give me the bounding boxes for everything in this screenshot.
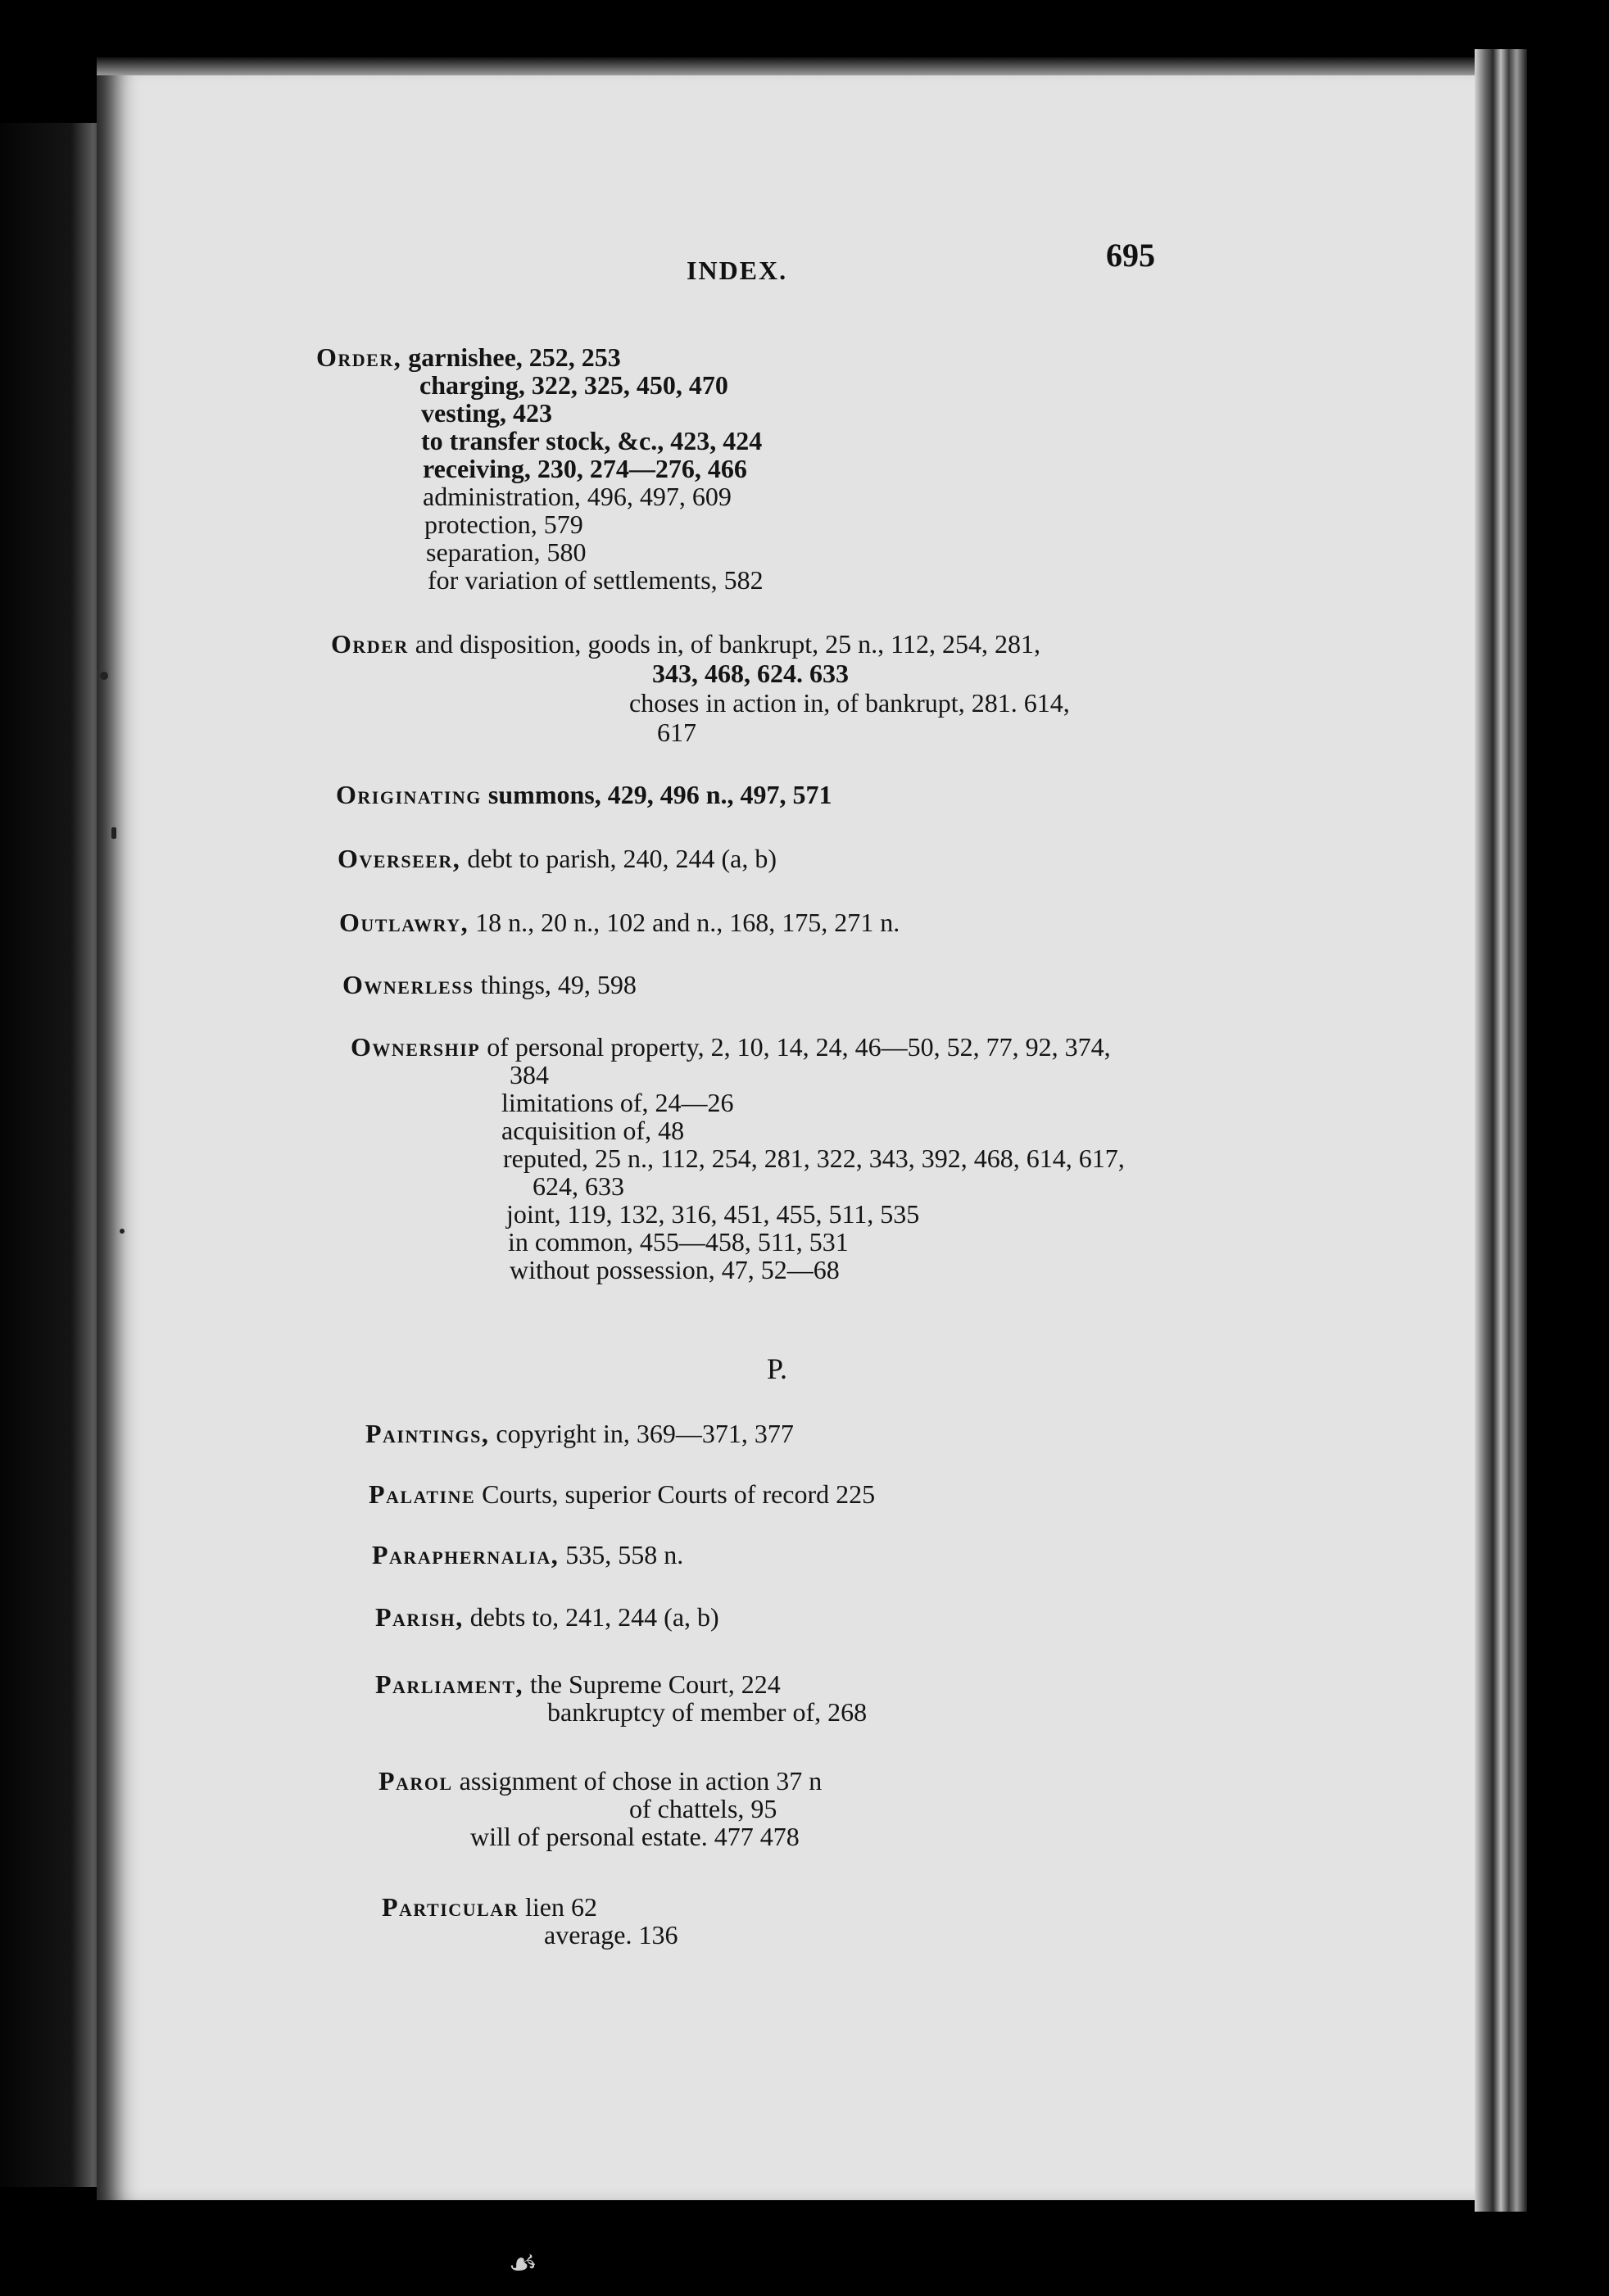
index-subentry: average. 136 (544, 1920, 678, 1950)
index-subentry: charging, 322, 325, 450, 470 (419, 370, 728, 400)
index-subentry: to transfer stock, &c., 423, 424 (421, 426, 763, 455)
index-subentry: protection, 579 (424, 509, 583, 539)
entry-heading: Outlawry, (339, 908, 469, 937)
index-entry-originating (336, 780, 832, 809)
entry-heading: Parliament, (375, 1669, 523, 1699)
index-entry-ownerless (342, 970, 637, 999)
entry-line: garnishee, 252, 253 (401, 342, 621, 372)
index-continuation: 617 (657, 718, 696, 747)
entry-text: debts to, 241, 244 (a, b) (463, 1602, 719, 1632)
index-subentry: joint, 119, 132, 316, 451, 455, 511, 535 (506, 1199, 920, 1229)
entry-text: 18 n., 20 n., 102 and n., 168, 175, 271 n. (469, 908, 900, 937)
index-continuation: 384 (510, 1060, 549, 1089)
entry-heading: Parish, (375, 1602, 464, 1632)
entry-heading: Paraphernalia, (372, 1540, 560, 1569)
index-subentry: separation, 580 (426, 537, 587, 567)
index-entry-paraphernalia (372, 1540, 683, 1569)
index-entry-particular (382, 1892, 597, 1922)
index-subentry: choses in action in, of bankrupt, 281. 614, (629, 688, 1070, 718)
index-continuation: 343, 468, 624. 633 (652, 659, 849, 688)
index-entry-parliament (375, 1669, 781, 1699)
index-subentry: limitations of, 24—26 (501, 1088, 734, 1117)
entry-heading: Order, (316, 342, 402, 372)
index-entry-palatine (369, 1479, 875, 1509)
entry-text: summons, 429, 496 n., 497, 571 (481, 780, 832, 809)
entry-text: Courts, superior Courts of record 225 (475, 1479, 876, 1509)
entry-line: lien 62 (519, 1892, 597, 1922)
index-subentry: in common, 455—458, 511, 531 (508, 1227, 849, 1257)
index-entry-order-disposition (331, 629, 1040, 659)
entry-heading: Particular (382, 1892, 519, 1922)
book-page (97, 70, 1504, 2200)
index-subentry: vesting, 423 (421, 398, 552, 428)
index-entry-paintings (365, 1419, 794, 1448)
index-subentry: administration, 496, 497, 609 (423, 482, 732, 511)
scan-speck (100, 672, 108, 680)
page-top-edge (97, 57, 1498, 75)
entry-line: of personal property, 2, 10, 14, 24, 46—50, 52, 77, 92, 374, (480, 1032, 1111, 1062)
entry-text: 535, 558 n. (559, 1540, 684, 1569)
index-subentry: receiving, 230, 274—276, 466 (423, 454, 747, 483)
entry-heading: Ownerless (342, 970, 474, 999)
scan-smudge: ☙ (505, 2243, 541, 2285)
index-subentry: will of personal estate. 477 478 (470, 1822, 800, 1851)
index-subentry: bankruptcy of member of, 268 (547, 1697, 868, 1727)
index-subentry: for variation of settlements, 582 (428, 565, 764, 595)
entry-line: assignment of chose in action 37 n (452, 1766, 823, 1796)
entry-heading: Order (331, 629, 409, 659)
section-letter: P. (767, 1352, 788, 1385)
entry-line: the Supreme Court, 224 (523, 1669, 781, 1699)
index-entry-parol (378, 1766, 822, 1796)
index-subentry: acquisition of, 48 (501, 1116, 685, 1145)
index-entry-parish (375, 1602, 719, 1632)
entry-heading: Originating (336, 780, 482, 809)
entry-text: things, 49, 598 (474, 970, 637, 999)
page-fore-edge (1475, 49, 1527, 2212)
index-subentry: of chattels, 95 (629, 1794, 777, 1823)
entry-heading: Ownership (351, 1032, 481, 1062)
index-subentry: without possession, 47, 52—68 (510, 1255, 840, 1284)
running-header-title: INDEX. (687, 256, 788, 285)
index-entry-outlawry (339, 908, 900, 937)
entry-line: and disposition, goods in, of bankrupt, 25 n., 112, 254, 281, (408, 629, 1040, 659)
entry-text: copyright in, 369—371, 377 (489, 1419, 794, 1448)
index-entry-order (316, 342, 621, 372)
entry-heading: Parol (378, 1766, 453, 1796)
index-continuation: 624, 633 (533, 1171, 624, 1201)
index-subentry: reputed, 25 n., 112, 254, 281, 322, 343, 392, 468, 614, 617, (503, 1143, 1125, 1173)
index-entry-ownership (351, 1032, 1111, 1062)
entry-text: debt to parish, 240, 244 (a, b) (460, 844, 777, 873)
scan-speck (111, 827, 116, 839)
entry-heading: Palatine (369, 1479, 476, 1509)
index-entry-overseer (338, 844, 777, 873)
entry-heading: Overseer, (338, 844, 461, 873)
entry-heading: Paintings, (365, 1419, 490, 1448)
scan-speck (120, 1229, 125, 1234)
page-number: 695 (1106, 237, 1155, 274)
